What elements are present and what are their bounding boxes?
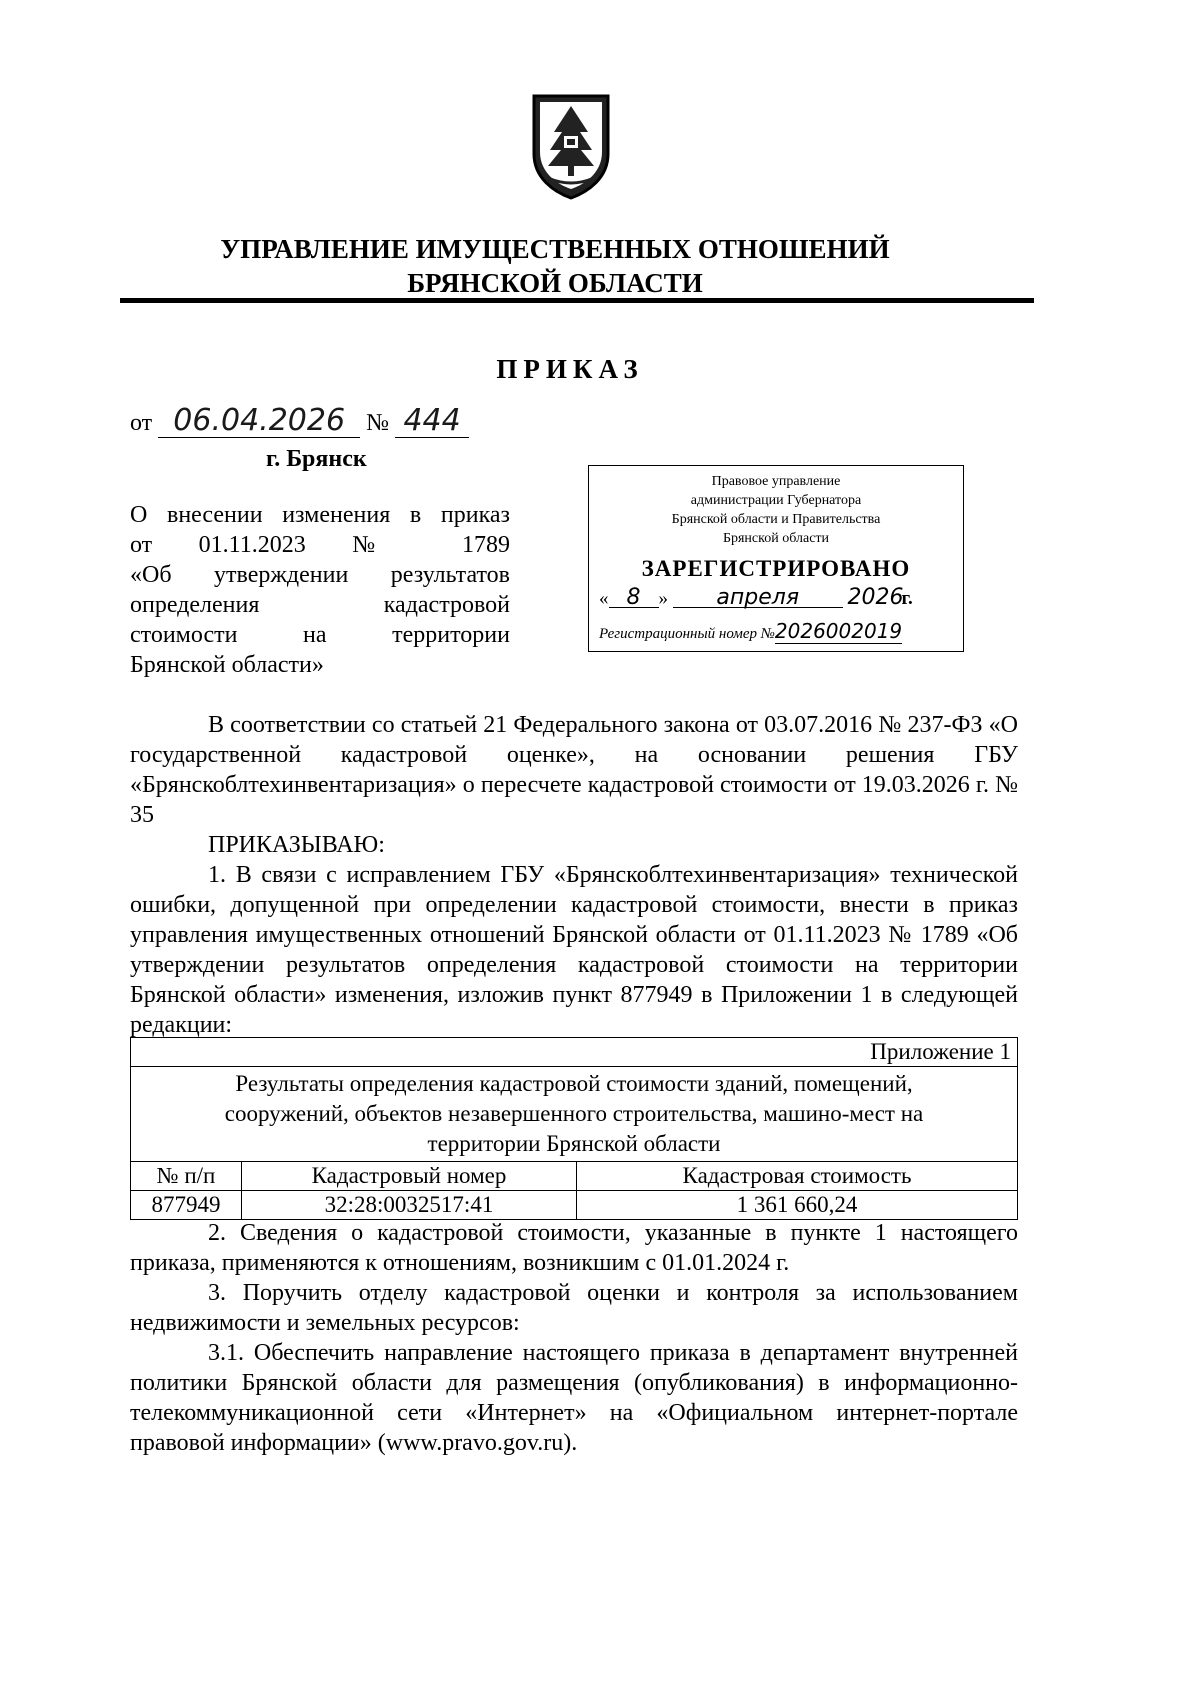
item-2: 2. Сведения о кадастровой стоимости, указанные в пункте 1 настоящего приказа, применяются к отношениям, возникшим с 01.01.2024 г. xyxy=(130,1220,1018,1276)
item-3-1: 3.1. Обеспечить направление настоящего приказа в департамент внутренней политики Брянской области для размещения (опубликования) в информационно-телекоммуникационной сети «Интернет» на «Официальном интернет-портале правовой информации» (www.pravo.gov.ru). xyxy=(130,1340,1018,1456)
order-word: ПРИКАЗЫВАЮ: xyxy=(208,832,385,858)
order-date: 06.04.2026 xyxy=(158,405,360,438)
stamp-reg-label: Регистрационный номер № xyxy=(599,626,775,642)
document-type: ПРИКАЗ xyxy=(496,354,644,384)
stamp-day: 8 xyxy=(609,588,659,608)
stamp-org-line: Брянской области xyxy=(722,531,830,546)
stamp-year: 2026 xyxy=(847,585,904,610)
attachment-title: Результаты определения кадастровой стоимости зданий, помещений, сооружений, объектов незавершенного строительства, машино-мест на территории Брянской области xyxy=(131,1067,1018,1162)
stamp-org-line: администрации Губернатора xyxy=(690,493,862,508)
stamp-org-line: Правовое управление xyxy=(711,474,841,489)
org-name-line2: БРЯНСКОЙ ОБЛАСТИ xyxy=(407,268,703,298)
table-header-cell: № п/п xyxy=(131,1162,242,1191)
attachment-table xyxy=(130,1037,1018,1220)
stamp-year-suffix: г. xyxy=(901,588,913,609)
item-3: 3. Поручить отделу кадастровой оценки и контроля за использованием недвижимости и земельных ресурсов: xyxy=(130,1280,1018,1336)
subject-line: «Об утверждении результатов xyxy=(130,562,510,588)
stamp-reg-row xyxy=(599,619,953,644)
coat-of-arms-emblem xyxy=(526,92,616,202)
org-name-line1: УПРАВЛЕНИЕ ИМУЩЕСТВЕННЫХ ОТНОШЕНИЙ xyxy=(220,234,890,264)
registration-stamp xyxy=(588,465,964,652)
table-row xyxy=(131,1191,1018,1220)
table-header-cell: Кадастровый номер xyxy=(242,1162,577,1191)
stamp-org-line: Брянской области и Правительства xyxy=(671,512,881,527)
number-label: № xyxy=(366,410,390,436)
table-header-cell: Кадастровая стоимость xyxy=(577,1162,1018,1191)
stamp-registered: ЗАРЕГИСТРИРОВАНО xyxy=(641,556,911,581)
stamp-reg-number: 2026002019 xyxy=(774,619,903,643)
subject-line: О внесении изменения в приказ xyxy=(130,502,510,528)
table-cell: 32:28:0032517:41 xyxy=(242,1191,577,1220)
intro-paragraph: В соответствии со статьей 21 Федерального закона от 03.07.2016 № 237-ФЗ «О государственной кадастровой оценке», на основании решения ГБУ «Брянскоблтехинвентаризация» о пересчете кадастровой стоимости от 19.03.2026 г. № 35 xyxy=(130,712,1018,828)
stamp-date-row: « 8 » апреля 2026г. xyxy=(599,585,913,610)
order-subject xyxy=(130,500,510,680)
table-cell: 877949 xyxy=(131,1191,242,1220)
subject-line: от 01.11.2023 № 1789 xyxy=(130,532,510,558)
stamp-month: апреля xyxy=(673,588,843,608)
subject-line: определения кадастровой xyxy=(130,592,510,618)
item-1: 1. В связи с исправлением ГБУ «Брянскоблтехинвентаризация» технической ошибки, допущенной при определении кадастровой стоимости, внести в приказ управления имущественных отношений Брянской области от 01.11.2023 № 1789 «Об утверждении результатов определения кадастровой стоимости на территории Брянской области» изменения, изложив пункт 877949 в Приложении 1 в следующей редакции: xyxy=(130,862,1018,1038)
header-divider xyxy=(120,298,1034,303)
subject-line: Брянской области» xyxy=(130,652,324,678)
city: г. Брянск xyxy=(266,446,367,472)
subject-line: стоимости на территории xyxy=(130,622,510,648)
order-date-number xyxy=(130,405,469,438)
table-cell: 1 361 660,24 xyxy=(577,1191,1018,1220)
from-label: от xyxy=(130,410,153,436)
attachment-label: Приложение 1 xyxy=(131,1038,1018,1067)
order-number: 444 xyxy=(395,405,469,438)
